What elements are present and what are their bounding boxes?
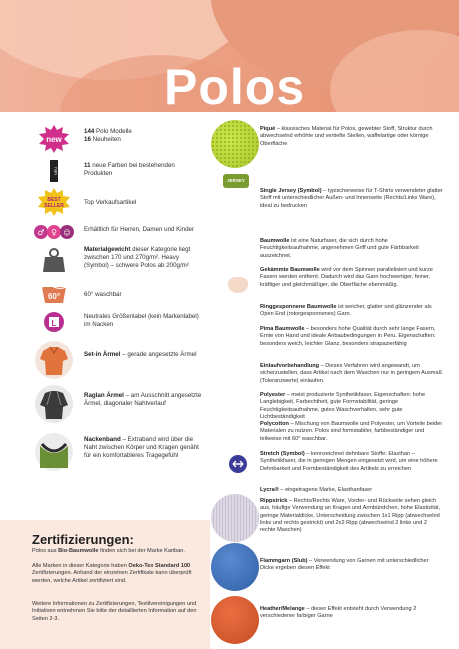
polyester-text: Polyester – meist produzierte Synthetikfaser, Eigenschaften: hohe Langlebigkeit, Farbechtheit, gute Formstabilität, geringe Feuchtigkeitsaufnahme, gutes Waschverhalten, sehr gute Lichtbeständigkeit — [260, 392, 426, 420]
raglan-sleeve-icon — [34, 384, 74, 424]
new-colors-text: 11 neue Farben bei bestehenden Produkten — [84, 162, 175, 178]
jersey-badge-icon: JERSEY — [223, 174, 249, 188]
wash-text: 60° waschbar — [84, 291, 122, 298]
stretch-text: Stretch (Symbol) – kennzeichnet dehnbare Stoffe: Elasthan – Synthetikfaser, die in geringen Mengen eingesetzt wird, um eine höhere Dehnbarkeit und Formbeständigkeit des Artikels zu erreichen — [260, 451, 438, 472]
new-colors-icon — [34, 160, 74, 182]
set-in-sleeve-icon — [34, 340, 74, 380]
flammgarn-text: Flammgarn (Slub) – Verwendung von Garnen mit unterschiedlicher Dicke ergeben diesen Effekt — [260, 558, 429, 572]
single-jersey-text: Single Jersey (Symbol) – typischerweise für T-Shirts verwendeter glatter Stoff mit unterschiedlicher Außen- und Innenseite (Rechts/Links Ware), ideal zu bedrucken — [260, 188, 443, 209]
einlaufvorbehandlung-text: Einlaufvorbehandlung – Dieses Verfahren wird angewandt, um sicherzustellen, dass Artikel nach dem Waschen nur in geringem Ausmaß (Toleranzwerte) einlaufen. — [260, 363, 442, 384]
certification-bio: Polos aus Bio-Baumwolle finden sich bei der Marke Kariban. — [32, 548, 185, 554]
weight-text: Materialgewicht dieser Kategorie liegt zwischen 170 und 270g/m². Heavy (Symbol) – schwere Polos ab 200g/m² — [84, 246, 191, 270]
neck-tape-icon — [34, 430, 74, 474]
gekaemmte-baumwolle-text: Gekämmte Baumwolle wird vor dem Spinnen parallelisiert und kurze Fasern werden entfernt. Dadurch wird das Garn hochwertiger, feiner, kräftiger und gleichmäßiger, die Oberfläche ebenmäßig. — [260, 267, 433, 288]
svg-text:☺: ☺ — [63, 229, 71, 237]
pima-baumwolle-text: Pima Baumwolle – besonders hohe Qualität durch sehr lange Fasern, Ernte von Hand und ideale Anbaubedingungen in Peru. Eigenschaften: besonders weich, leichter Glanz, besonders strapazierfähig — [260, 326, 436, 347]
lycra-text: Lycra® – eingetragene Marke, Elasthanfaser — [260, 487, 373, 493]
svg-text:♂: ♂ — [37, 228, 45, 237]
pique-swatch — [211, 120, 259, 168]
weight-icon — [34, 246, 74, 274]
neutral-label-text: Neutrales Größenlabel (kein Markenlabel) im Nacken — [84, 313, 199, 329]
certification-oekotex: Alle Marken in dieser Kategorie haben Oeko-Tex Standard 100 Zertifizierungen. Anhand der einzelnen Zertifikate kann überprüft werden, welche Artikel zertifiziert sind. — [32, 563, 192, 584]
svg-text:60°: 60° — [47, 292, 61, 301]
polycotton-text: Polycotton – Mischung von Baumwolle und Polyester, um Vorteile beider Materialen zu nutzen. Polos sind formstabiler, farbbeständiger und teilweise mit 60° waschbar. — [260, 421, 443, 442]
certification-title: Zertifizierungen: — [32, 532, 134, 547]
flammgarn-swatch — [211, 543, 259, 591]
svg-text:♀: ♀ — [51, 228, 57, 237]
bestseller-badge-icon — [34, 186, 74, 218]
heather-swatch — [211, 596, 259, 644]
new-text: 144 Polo Modelle 16 Neuheiten — [84, 128, 132, 144]
set-in-sleeve-text: Set-in Ärmel – gerade angesetzte Ärmel — [84, 351, 197, 358]
svg-text:new: new — [46, 135, 62, 144]
bestseller-text: Top Verkaufsartikel — [84, 199, 137, 206]
page-title: Polos — [164, 59, 306, 115]
pique-text: Piqué – klassisches Material für Polos, gewebter Stoff, Struktur durch abwechselnd erhöhte und vertiefte Stellen, waffelartige oder körnige Oberfläche — [260, 126, 433, 147]
certification-more-info: Weitere Informationen zu Zertifizierungen, Testilvereinigungen und Initiativen entnehmen Sie bitte der detaillierten Information auf den Seiten 2-3. — [32, 601, 197, 622]
new-badge-icon — [34, 124, 74, 154]
gender-icon — [34, 222, 74, 242]
neutral-label-icon — [34, 310, 74, 334]
svg-text:BEST: BEST — [47, 197, 61, 203]
wash-60-icon — [34, 283, 74, 305]
gender-text: Erhältlich für Herren, Damen und Kinder — [84, 226, 195, 233]
baumwolle-text: Baumwolle ist eine Naturfaser, die sich durch hohe Feuchtigkeitsaufnahme, angenehmen Griff und gute Färbbarkeit auszeichnet. — [260, 238, 419, 259]
cotton-icon — [228, 277, 248, 293]
rippstrick-text: Rippstrick – Rechts/Rechts Ware, Vorder- und Rückseite sehen gleich aus, häufige Verwendung an Kragen und Armbündchen, hohe Elastizität, geringe Materialdicke, Unterscheidung zwischen 1x1 Ripp (abwechselnd links und rechts gestrickt) und 2x2 Ripp (abwechselnd 2 linke und 2 rechte Maschen) — [260, 498, 441, 534]
stretch-icon — [229, 455, 247, 473]
heather-melange-text: Heather/Melange – dieser Effekt entsteht durch Verwendung 2 verschiedener farbiger Garne — [260, 606, 417, 620]
neck-tape-text: Nackenband – Extraband wird über die Naht zwischen Körper und Kragen genäht für ein komfortableres Tragegefühl — [84, 436, 199, 460]
raglan-sleeve-text: Raglan Ärmel – am Ausschnitt angesetzte Ärmel, diagonaler Nahtverlauf — [84, 392, 202, 408]
svg-text:L: L — [51, 319, 57, 328]
rippstrick-swatch — [211, 494, 259, 542]
ringgesponnene-baumwolle-text: Ringgesponnene Baumwolle ist weicher, glatter und glänzender als Open End (rotorgesponnenes) Garn. — [260, 304, 432, 318]
svg-text:NEU: NEU — [53, 166, 58, 176]
svg-text:SELLER: SELLER — [44, 203, 64, 209]
